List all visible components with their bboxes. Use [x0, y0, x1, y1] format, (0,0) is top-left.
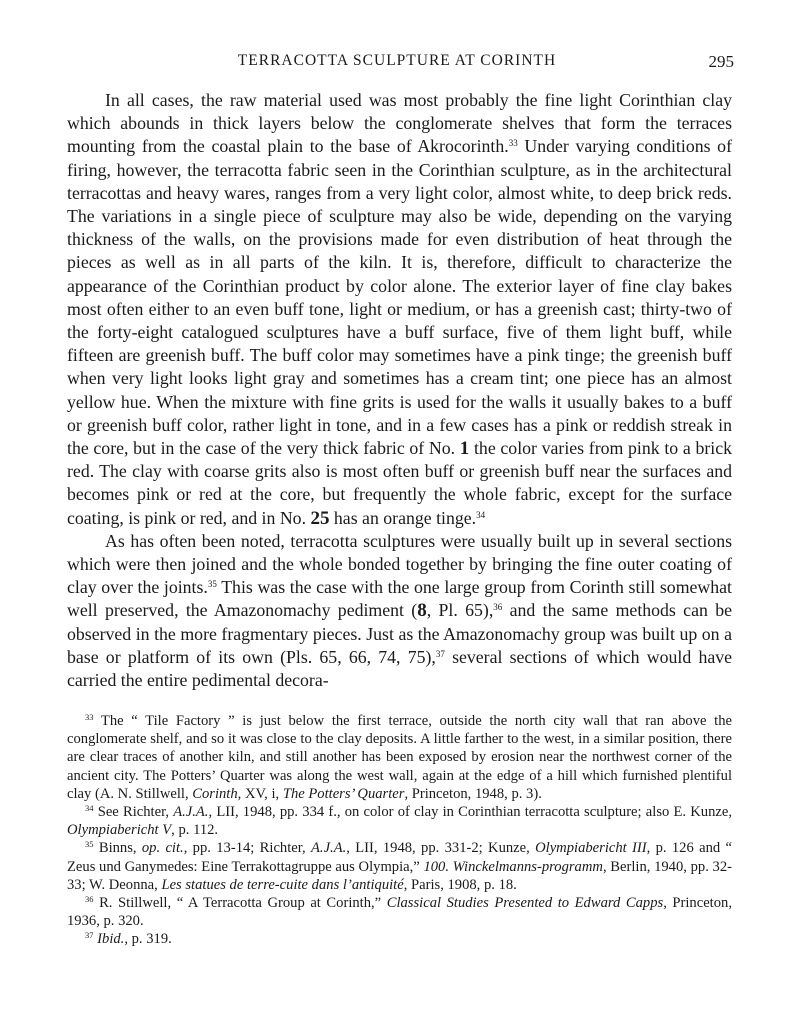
- footnote-number: 34: [85, 803, 94, 814]
- footnote-number: 37: [85, 930, 94, 941]
- footnote-ref-34[interactable]: 34: [476, 509, 486, 520]
- page-header: [0, 52, 794, 76]
- citation-title: Corinth: [192, 785, 238, 802]
- footnote-number: 33: [85, 712, 94, 722]
- body-text: [67, 89, 732, 692]
- footnote-text: , LII, 1948, pp. 334 f., on color of clay in Corinthian terracotta sculpture; also E. Kunze,: [208, 804, 732, 821]
- footnote-text: , p. 112.: [171, 822, 219, 839]
- footnote-35: [67, 839, 732, 894]
- paragraph-2: [67, 530, 732, 692]
- paragraph-text: , Pl. 65),: [426, 600, 494, 621]
- citation-title: op. cit.: [141, 840, 184, 857]
- paragraph-text: In all cases, the raw material used was most probably the fine light Corinthian clay which abounds in thick layers below the conglomerate shelves that form the terraces mounting from the coastal plain to the base of Akrocorinth.: [67, 90, 732, 157]
- citation-title: A.J.A.: [311, 840, 347, 857]
- footnotes: [67, 712, 732, 949]
- footnote-ref-35[interactable]: 35: [207, 579, 217, 590]
- paragraph-text: Under varying conditions of firing, however, the terracotta fabric seen in the Corinthian sculpture, as in the architectural terracottas and heavy wares, ranges from a very light color, almost white, to deep brick reds. The variations in a single piece of sculpture may also be wide, depending on the varying thickness of the walls, on the provisions made for even distribution of heat through the pieces as well as in all parts of the kiln. It is, therefore, difficult to characterize the appearance of the Corinthian product by color alone. The exterior layer of fine clay bakes most often either to an even buff tone, light or medium, or has a greenish cast; thirty-two of the forty-eight catalogued sculptures have a buff surface, five of them light buff, while fifteen are greenish buff. The buff color may sometimes have a pink tinge; the greenish buff when very light looks light gray and sometimes has a cream tint; one piece has an almost yellow hue. When the mixture with fine grits is used for the walls it usually bakes to a buff or greenish buff color, rather light in tone, and in a few cases has a pink or reddish streak in the core, but in the case of the very thick fabric of No.: [67, 136, 732, 459]
- paragraph-text: several sections of which would have carried the entire pedimental decora-: [67, 646, 733, 691]
- footnote-text: , pp. 13-14; Richter,: [183, 840, 312, 857]
- catalogue-number: 1: [459, 438, 470, 460]
- footnote-text: , XV, i,: [237, 785, 283, 802]
- footnote-ref-37[interactable]: 37: [435, 648, 445, 659]
- paragraph-text: and the same methods can be observed in the more fragmentary pieces. Just as the Amazonomachy group was built up on a base or platform of its own (Pls. 65, 66, 74, 75),: [67, 600, 732, 667]
- paragraph-text: has an orange tinge.: [329, 507, 477, 528]
- citation-title: Olympiabericht III: [535, 840, 647, 857]
- paragraph-text: This was the case with the one large group from Corinth still somewhat well preserved, the Amazonomachy pediment (: [67, 577, 732, 621]
- footnote-text: , LII, 1948, pp. 331-2; Kunze,: [346, 840, 536, 857]
- page-number: 295: [708, 52, 734, 71]
- paragraph-text: As has often been noted, terracotta sculptures were usually built up in several sections which were then joined and the whole bonded together by bringing the fine outer coating of clay over the joints.: [67, 530, 732, 598]
- citation-title: A.J.A.: [173, 804, 209, 821]
- footnote-text: , Princeton, 1936, p. 320.: [67, 895, 732, 930]
- footnote-text: , p. 126 and “ Zeus und Ganymedes: Eine Terrakottagruppe aus Olympia,”: [67, 840, 732, 875]
- paragraph-1: [67, 89, 732, 530]
- paragraph-text: the color varies from pink to a brick red. The clay with coarse grits also is most often buff or greenish buff near the surfaces and becomes pink or red at the core, but frequently the whole fabric, except for the surface coating, is pink or red, and in No.: [67, 438, 732, 528]
- footnote-number: 35: [85, 839, 94, 850]
- footnote-ref-33[interactable]: 33: [508, 138, 518, 149]
- footnote-text: , Paris, 1908, p. 18.: [403, 876, 517, 893]
- citation-title: Olympiabericht V: [67, 822, 172, 839]
- footnote-33: [67, 712, 732, 803]
- footnote-36: [67, 894, 732, 930]
- citation-title: 100. Winckelmanns-programm: [423, 858, 603, 875]
- footnote-text: , Berlin, 1940, pp. 32-33; W. Deonna,: [67, 858, 733, 893]
- footnote-text: See Richter,: [93, 804, 174, 821]
- footnote-text: , Princeton, 1948, p. 3).: [404, 785, 542, 802]
- footnote-number: 36: [85, 894, 94, 905]
- catalogue-number: 8: [417, 600, 427, 622]
- footnote-37: [67, 930, 732, 948]
- citation-title: Classical Studies Presented to Edward Capps: [386, 895, 664, 912]
- footnote-text: Binns,: [93, 840, 142, 857]
- catalogue-number: 25: [310, 507, 330, 529]
- footnote-text: The “ Tile Factory ” is just below the first terrace, outside the north city wall that ran above the conglomerate shelf, and so it was close to the clay deposits. A little farther to the west, in a similar position, there are clear traces of another kiln, and still another has been exposed by erosion near the northwest corner of the ancient city. The Potters’ Quarter was along the west wall, again at the edge of a hill which furnished plentiful clay (A. N. Stillwell,: [67, 713, 732, 802]
- footnote-text: , p. 319.: [124, 931, 172, 948]
- citation-title: Les statues de terre-cuite dans l’antiquité: [161, 876, 404, 893]
- footnote-text: R. Stillwell, “ A Terracotta Group at Corinth,”: [93, 895, 387, 912]
- citation-title: The Potters’ Quarter: [282, 785, 405, 802]
- running-head: TERRACOTTA SCULPTURE AT CORINTH: [237, 52, 557, 69]
- citation-title: Ibid.: [97, 931, 125, 948]
- footnote-ref-36[interactable]: 36: [493, 602, 503, 613]
- footnote-34: [67, 803, 732, 839]
